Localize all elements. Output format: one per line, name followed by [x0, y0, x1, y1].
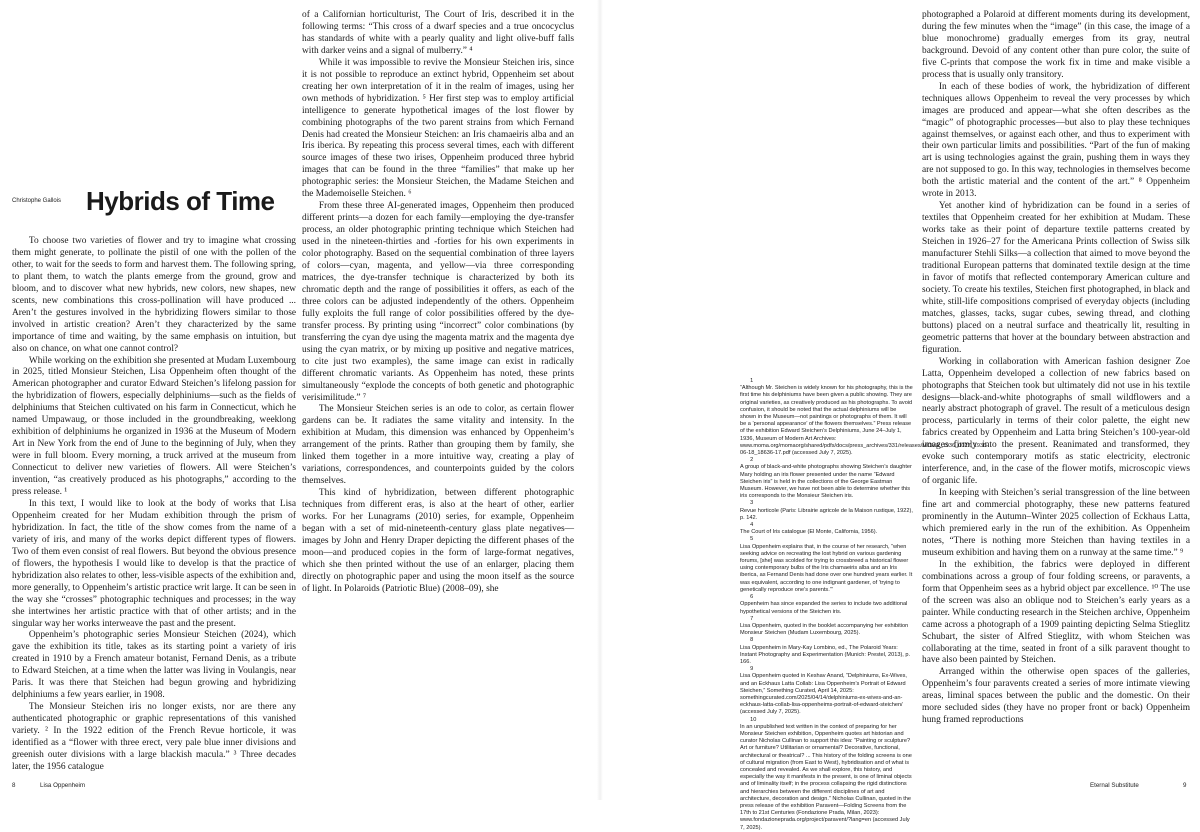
endnotes — [740, 378, 989, 832]
endnote-text: The Court of Iris catalogue (El Monte, California, 1956). — [740, 529, 878, 536]
endnote-number: 3 — [750, 500, 754, 507]
paragraph: To choose two varieties of flower and try to imagine what crossing them might generate, to pollinate the pistil of one with the pollen of the other, to wait for the seeds to form and harvest them. The following spring, to plant them, to watch the plants emerge from the ground, grow and bloom, and to discover what new hybrids, new colors, new shapes, new scents, new combinations this cross-pollination will have produced ... Aren’t the gestures involved in the hybridizing flowers similar to those involved in artistic creation? Aren’t they characterized by the same importance of time and waiting, by the same emphasis on intuition, but also on chance, on what one cannot control? — [12, 236, 296, 354]
endnote — [740, 666, 914, 716]
endnote-number: 2 — [750, 457, 754, 464]
body-column-1 — [12, 236, 296, 788]
book-gutter — [597, 0, 603, 800]
endnote-number: 9 — [750, 666, 754, 673]
endnote-text: Lisa Oppenheim in Mary-Kay Lombino, ed., The Polaroid Years: Instant Photography and Experimentation (Munich: Prestel, 2013), p. 166. — [740, 644, 911, 665]
endnote — [740, 616, 914, 638]
endnote — [740, 536, 914, 594]
article-title: Hybrids of Time — [86, 186, 275, 216]
paragraph: While it was impossible to revive the Monsieur Steichen iris, since it is not possible to reproduce an extinct hybrid, Oppenheim set about creating her own interpretation of it in the realm of images, using her own methods of hybridization. ⁵ Her first step was to employ artificial intelligence to generate hypothetical images of the lost flower by combining photographs of the two parent strains from which Fernand Denis had created the Monsieur Steichen: an Iris chamaeiris alba and an Iris iberica. By repeating this process several times, each with different source images of these two irises, Oppenheim produced three hybrid images that can be found in the three “families” that make up her photographic series: the Monsieur Steichen, the Madame Steichen and the Mademoiselle Steichen. ⁶ — [302, 57, 574, 200]
endnote-number: 4 — [750, 522, 754, 529]
endnote-number: 5 — [750, 536, 754, 543]
endnote — [740, 500, 914, 522]
endnote — [740, 637, 914, 666]
paragraph: In keeping with Steichen’s serial transgression of the line between fine art and commercial photography, these new patterns featured prominently in the Autumn–Winter 2025 collection of Eckhaus Latta, which premiered early in the run of the exhibition. As Oppenheim notes, “There is nothing more Steichen than having textiles in a museum exhibition and having them on a runway at the same time.” ⁹ — [922, 488, 1190, 558]
endnote-text: In an unpublished text written in the context of preparing for her Monsieur Steichen exhibition, Oppenheim quotes art historian and curator Nicholas Cullinan to support this idea: “Painting or sculpture? Art or furniture? Utilitarian or ornamental? Decorative, functional, architectural or theatrical? ... This history of the folding screens is one of cultural migration (from East to West), hybridisation and of what is concealed and revealed. As we shall explore, this history, and especially the way it manifests in the present, is one of liminal objects and of liminality itself; in the process collapsing the rigid distinctions and hierarchies between the different disciplines of art and architecture, decoration and design.” Nicholas Cullinan, quoted in the press release of the exhibition Paravent—Folding Screens from the 17th to 21st Centuries (Fondazione Prada, Milan, 2023): www.fondazioneprada.org/project/paravent/?lang=en (accessed July 7, 2025). — [740, 723, 912, 831]
paragraph: In the exhibition, the fabrics were deployed in different combinations across a group of four folding screens, or paravents, a form that Oppenheim sees as a hybrid object par excellence. ¹⁰ The use of the screen was also an oblique nod to Steichen’s early years as a painter. While conducting research in the Steichen archive, Oppenheim came across a photograph of a 1909 painting depicting Selma Stieglitz Schubart, the sister of Alfred Stieglitz, with whom Steichen was collaborating at the time, seated in front of a silk paravent thought to have also been painted by Steichen. — [922, 559, 1190, 666]
endnote-number: 10 — [750, 716, 757, 723]
paragraph: The Monsieur Steichen series is an ode to color, as certain flower gardens can be. It radiates the same vitality and intensity. In the exhibition at Mudam, this dimension was enhanced by Oppenheim’s arrangement of the prints. Rather than grouping them by family, she linked them together in a more intuitive way, creating a play of variations, correspondences, and counterpoints guided by the colors themselves. — [302, 404, 574, 487]
body-column-2 — [302, 10, 574, 788]
page-number-left: 8 — [12, 782, 16, 789]
paragraph: In each of these bodies of work, the hybridization of different techniques allows Oppenheim to reveal the very processes by which images are produced and appear—what she often describes as the “magic” of photographic processes—but also to play these techniques against themselves, or against each other, and thus to experiment with their own particular limits and possibilities. “Part of the fun of making art is using technologies against the grain, pushing them in ways they are not supposed to go. In this way, technologies in themselves become both the artistic material and the content of the art.” ⁸ Oppenheim wrote in 2013. — [922, 81, 1190, 200]
paragraph: This kind of hybridization, between different photographic techniques from different eras, is also at the heart of other, earlier works. For her Lunagrams (2010) series, for example, Oppenheim began with a set of mid-nineteenth-century glass plate negatives—images by John and Henry Draper depicting the different phases of the moon—and produced copies in the form of large-format negatives, which she then printed without the use of an enlarger, placing them directly on photographic paper and using the moon itself as the source of light. In Polaroids (Patriotic Blue) (2008–09), she — [302, 488, 574, 594]
endnote-text: Revue horticole (Paris: Librairie agricole de la Maison rustique, 1922), p. 142. — [740, 507, 913, 521]
running-footer-right: Eternal Substitute — [1090, 782, 1139, 789]
endnote-text: A group of black-and-white photographs showing Steichen’s daughter Mary holding an iris flower presented under the name “Edward Steichen iris” is held in the collections of the George Eastman Museum. However, we have not been able to determine whether this iris corresponds to the Monsieur Steichen iris. — [740, 464, 912, 500]
paragraph: While working on the exhibition she presented at Mudam Luxembourg in 2025, titled Monsieur Steichen, Lisa Oppenheim often thought of the American photographer and curator Edward Steichen’s lifelong passion for the hybridization of flowers, especially delphiniums—such as the fields of delphiniums that Steichen cultivated on his farm in Connecticut, which he named Umpawaug, or those included in the groundbreaking, weeklong exhibition of delphiniums he organized in 1936 at the Museum of Modern Art in New York from the end of June to the beginning of July, when they were in full bloom. Every morning, a truck arrived at the museum from Connecticut to deliver new varieties of flowers. All were Steichen’s invention, “as creatively produced as his photographs,” according to the press release. ¹ — [12, 355, 296, 498]
endnote — [740, 522, 914, 536]
endnote-number: 8 — [750, 637, 754, 644]
body-column-4 — [922, 10, 1190, 788]
running-footer-left: Lisa Oppenheim — [40, 782, 86, 789]
paragraph: Oppenheim’s photographic series Monsieur Steichen (2024), which gave the exhibition its title, takes as its starting point a variety of iris created in 1910 by a French amateur botanist, Fernand Denis, as a tribute to Edward Steichen, at a time when the latter was living in Voulangis, near Paris. It was there that Steichen had begun growing and hybridizing delphiniums a few years earlier, in 1908. — [12, 630, 296, 701]
endnote — [740, 717, 914, 832]
paragraph: photographed a Polaroid at different moments during its development, during the few minutes when the “image” (in this case, the image of a blue monochrome) gradually emerges from its gray, neutral background. Devoid of any content other than pure color, the suite of five C-prints that compose the work fix in time and make visible a process that is usually only transitory. — [922, 10, 1190, 80]
paragraph: From these three AI-generated images, Oppenheim then produced different prints—a dozen for each family—employing the dye-transfer process, an older photographic printing technique which Steichen had used in the nineteen-thirties and -forties for his own experiments in color photography. Based on the sequential combination of three layers of colors—cyan, magenta, and yellow—via three corresponding matrices, the dye-transfer technique is characterized by both its chromatic depth and the range of possibilities it offers, as each of the three colors can be adjusted independently of the others. Oppenheim fully exploits the full range of color possibilities offered by the dye-transfer process. By printing using “incorrect” color combinations (by transferring the cyan dye using the magenta matrix and the magenta dye using the cyan matrix, or by mixing up positive and negative matrices, to cite just two examples), the same image can exist in radically different chromatic variants. As Oppenheim has noted, these prints simultaneously “explode the concepts of both genetic and photographic verisimilitude.” ⁷ — [302, 201, 574, 403]
endnote-number: 6 — [750, 594, 754, 601]
page-number-right: 9 — [1183, 782, 1187, 789]
endnote-text: “Although Mr. Steichen is widely known for his photography, this is the first time his delphiniums have been given a public showing. They are original varieties, as creatively produced as his photographs. To avoid confusion, it should be noted that the actual delphiniums will be shown in the Museum—not paintings or photographs of them. It will be a ‘personal appearance’ of the flowers themselves.” Press release of the exhibition Edward Steichen’s Delphiniums, June 24–July 1, 1936, Museum of Modern Art Archives: www.moma.org/momaorg/shared/pdfs/docs/press_archives/331/releases/MOMA_1936_0027_1936-06-18_18636-17.pdf (accessed July 7, 2025). — [740, 385, 989, 457]
endnote — [740, 594, 914, 616]
endnote-text: Lisa Oppenheim, quoted in the booklet accompanying her exhibition Monsieur Steichen (Mudam Luxembourg, 2025). — [740, 622, 909, 637]
paragraph: Yet another kind of hybridization can be found in a series of textiles that Oppenheim created for her exhibition at Mudam. These works take as their point of departure textile patterns created by Steichen in 1926–27 for the Americana Prints collection of Swiss silk manufacturer Stehli Silks—a collection that aimed to move beyond the traditional European patterns that dominated textile design at the time in favor of motifs that reflected contemporary American culture and society. To create his textiles, Steichen first photographed, in black and white, still-life compositions comprised of everyday objects (including matches, glasses, tacks, sugar cubes, sewing thread, and clothing buttons) placed on a neutral surface and theatrically lit, resulting in geometric patterns that hover at the boundary between abstraction and figuration. — [922, 201, 1190, 355]
paragraph: In this text, I would like to look at the body of works that Lisa Oppenheim created for her Mudam exhibition through the prism of hybridization. In fact, the title of the show comes from the name of a variety of iris, and many of the works depict different types of flowers. Two of them even consist of real flowers. But beyond the obvious presence of flowers, the hypothesis I would like to develop is that the practice of hybridization also relates to other, less-visible aspects of the exhibition and, more generally, to Oppenheim’s artistic practice writ large. It can be seen in the way she “crosses” photographic techniques and processes; in the way she intertwines her artistic practice with that of other artists; and in the singular way her works interweave the past and the present. — [12, 498, 297, 629]
endnote-number: 7 — [750, 615, 754, 622]
endnote-number: 1 — [750, 378, 754, 384]
endnote-text: Oppenheim has since expanded the series to include two additional hypothetical versions of the Steichen iris. — [740, 601, 908, 615]
endnote — [740, 457, 914, 500]
paragraph: Working in collaboration with American fashion designer Zoe Latta, Oppenheim developed a collection of new fabrics based on photographs that Steichen took but ultimately did not use in his textile designs—black-and-white photographs of small wildflowers and a nearly abstract photograph of gravel. The result of a meticulous design process, particularly in terms of their color palette, the eight new fabrics created by Oppenheim and Latta bring Steichen’s 100-year-old images firmly into the present. Reanimated and transformed, they evoke such contemporary motifs as static electricity, electronic interference, and, in the case of the flower motifs, microscopic views of organic life. — [922, 356, 1190, 487]
endnote — [740, 378, 989, 457]
paragraph: of a Californian horticulturist, The Court of Iris, described it in the following terms: “This cross of a dwarf species and a true oncocyclus has standards of white with a pearly quality and light olive-buff falls with darker veins and a signal of mulberry.” ⁴ — [302, 10, 574, 56]
endnote-text: Lisa Oppenheim quoted in Keshav Anand, “Delphiniums, Ex-Wives, and an Eckhaus Latta Collab: Lisa Oppenheim’s Portrait of Edward Steichen,” Something Curated, April 14, 2025: somethingcurated.com/2025/04/14/delphiniums-ex-wives-and-an-eckhaus-latta-collab-lisa-oppenheims-portrait-of-edward-steichen/ (accessed July 7, 2025). — [740, 673, 907, 716]
paragraph: The Monsieur Steichen iris no longer exists, nor are there any authenticated photographic or graphic representations of this vanished variety. ² In the 1922 edition of the French Revue horticole, it was identified as a “flower with three erect, very pale blue inner divisions and greenish outer divisions with a large blackish macula.” ³ Three decades later, the 1956 catalogue — [12, 702, 296, 772]
endnotes-column — [740, 378, 989, 831]
paragraph: Arranged within the otherwise open spaces of the galleries, Oppenheim’s four paravents created a series of more intimate viewing areas, liminal spaces between the public and the domestic. On their more secluded sides (they have no proper front or back) Oppenheim hung framed reproductions — [922, 667, 1190, 726]
author-name: Christophe Gallois — [12, 198, 62, 204]
endnote-text: Lisa Oppenheim explains that, in the course of her research, “when seeking advice on recreating the lost hybrid on various gardening forums, [she] was scolded for trying to crossbreed a historical flower using contemporary bulbs of the Iris chamaeiris alba and an Iris iberica, as Fernand Denis had done over one hundred years earlier. It was equivalent, according to one indignant gardener, of ‘trying to genetically reproduce one’s parents.’” — [740, 543, 913, 593]
